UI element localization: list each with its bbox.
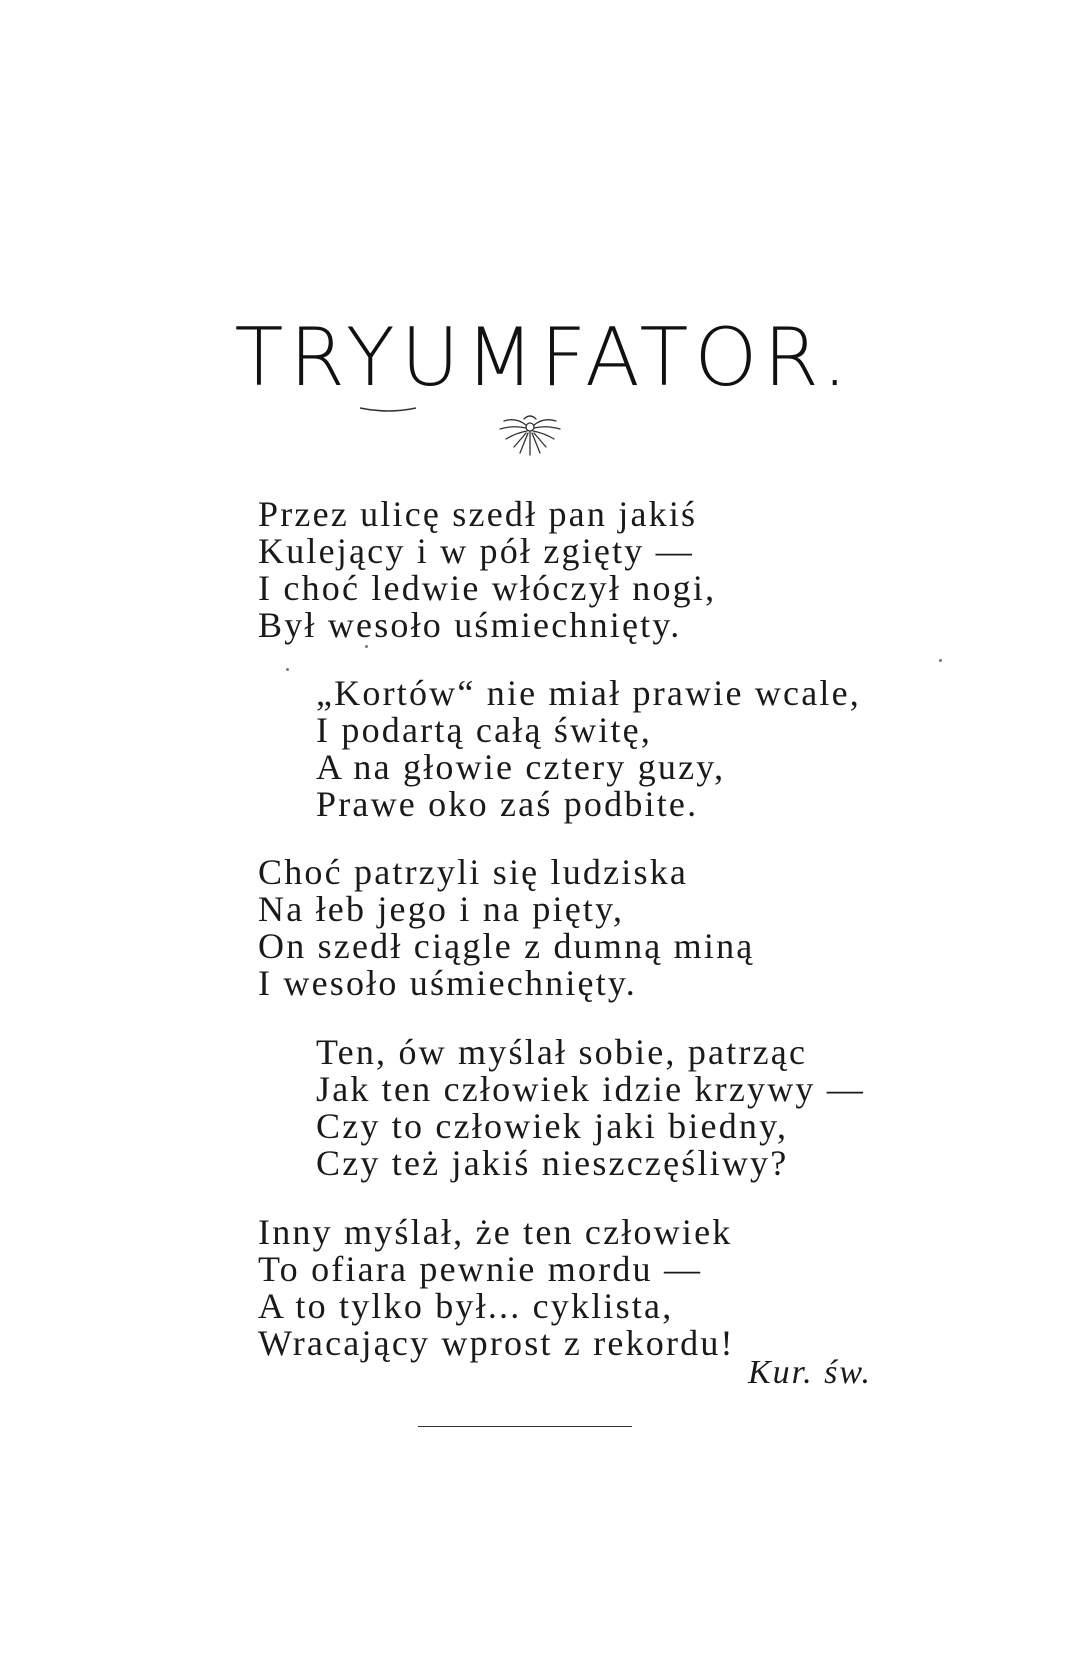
paper-speck (286, 668, 289, 671)
stanza-5 (258, 1214, 735, 1362)
verse-line: To ofiara pewnie mordu — (258, 1249, 703, 1289)
stanza-3 (258, 854, 754, 1002)
verse-line: On szedł ciągle z dumną miną (258, 926, 755, 966)
verse-line: Inny myślał, że ten człowiek (258, 1212, 733, 1252)
verse-line: Czy też jakiś nieszczęśliwy? (316, 1143, 789, 1183)
verse-line: Kulejący i w pół zgięty — (258, 531, 694, 571)
verse-line: Choć patrzyli się ludziska (258, 852, 689, 892)
stanza-2 (316, 675, 861, 823)
verse-line: Czy to człowiek jaki biedny, (316, 1106, 789, 1146)
verse-line: Ten, ów myślał sobie, patrząc (316, 1032, 808, 1072)
verse-line: I podartą całą świtę, (316, 710, 653, 750)
verse-line: „Kortów“ nie miał prawie wcale, (316, 673, 861, 713)
verse-line: Był wesoło uśmiechnięty. (258, 605, 682, 645)
horizontal-divider (418, 1426, 632, 1427)
title-underline (358, 405, 418, 415)
verse-line: I choć ledwie włóczył nogi, (258, 568, 717, 608)
verse-line: Wracający wprost z rekordu! (258, 1323, 735, 1363)
verse-line: I wesoło uśmiechnięty. (258, 963, 637, 1003)
floral-ornament-icon (490, 413, 570, 463)
verse-line: A na głowie cztery guzy, (316, 747, 726, 787)
paper-speck (365, 645, 368, 648)
verse-line: Na łeb jego i na pięty, (258, 889, 625, 929)
verse-line: Przez ulicę szedł pan jakiś (258, 494, 698, 534)
verse-line: Jak ten człowiek idzie krzywy — (316, 1069, 866, 1109)
poem-attribution: Kur. św. (748, 1354, 873, 1391)
stanza-4 (316, 1034, 865, 1182)
verse-line: Prawe oko zaś podbite. (316, 784, 699, 824)
paper-speck (939, 659, 942, 662)
stanza-1 (258, 496, 716, 644)
verse-line: A to tylko był... cyklista, (258, 1286, 674, 1326)
poem-title: TRYUMFATOR. (234, 311, 854, 404)
